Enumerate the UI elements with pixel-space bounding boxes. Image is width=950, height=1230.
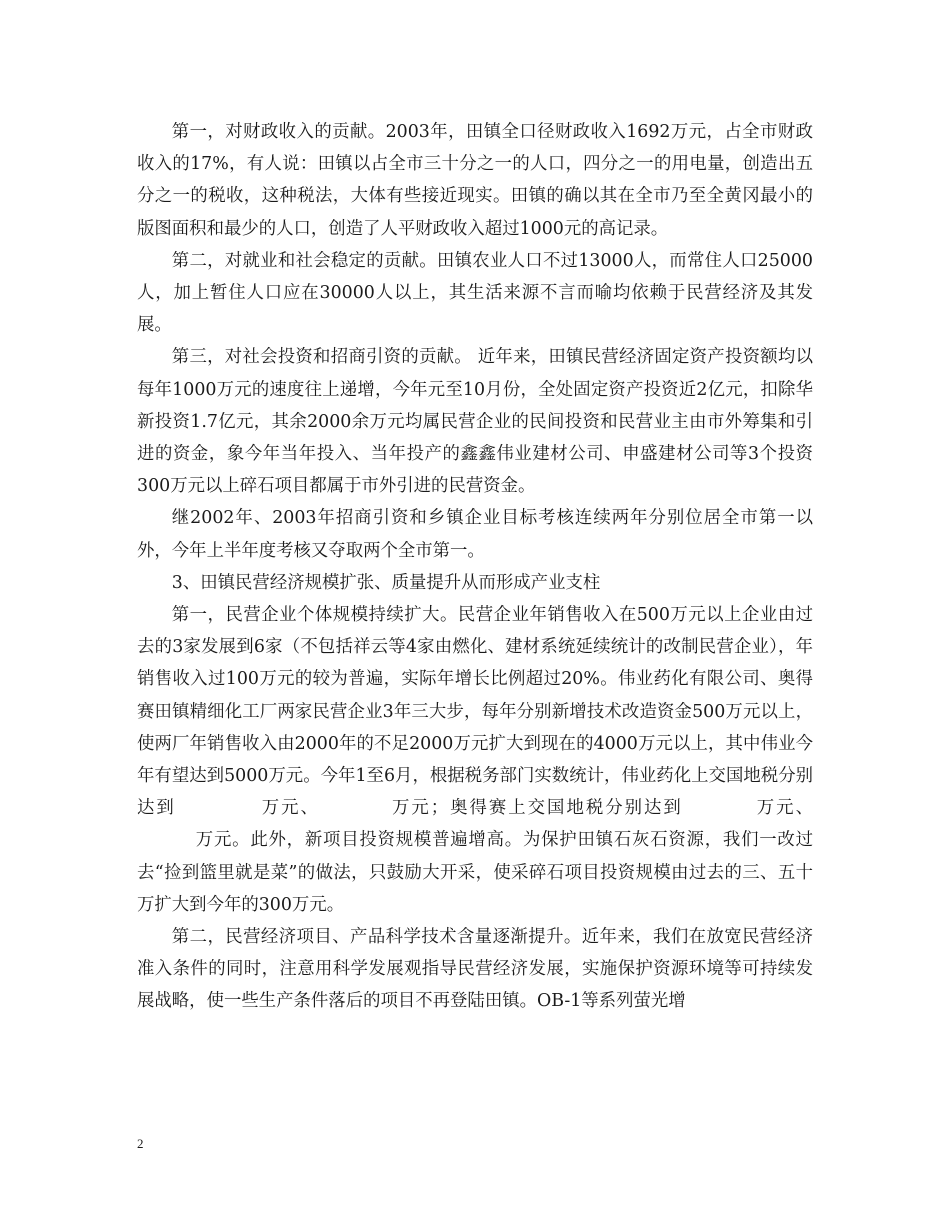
paragraph-employment-contribution: 第二，对就业和社会稳定的贡献。田镇农业人口不过13000人，而常住人口25000人，加上暂住人口应在30000人以上，其生活来源不言而喻均依赖于民营经济及其发展。: [137, 250, 813, 336]
body-text: [137, 116, 813, 1018]
enterprise-scale-text-2: 万元、: [259, 798, 320, 819]
enterprise-scale-text-1: 第一，民营企业个体规模持续扩大。民营企业年销售收入在500万元以上企业由过去的3家发展到6家（不包括祥云等4家由燃化、建材系统延续统计的改制民营企业），年销售收入过100万元的较为普遍，实际年增长比例超过20%。伟业药化有限公司、奥得赛田镇精细化工厂两家民营企业3年三大步，每年分别新增技术改造资金500万元以上，使两厂年销售收入由2000年的不足2000万元扩大到现在的4000万元以上，其中伟业今年有望达到5000万元。今年1至6月，根据税务部门实数统计，伟业药化上交国地税分别达到: [137, 605, 813, 819]
paragraph-fiscal-contribution: 第一，对财政收入的贡献。2003年，田镇全口径财政收入1692万元，占全市财政收入的17%，有人说：田镇以占全市三十分之一的人口，四分之一的用电量，创造出五分之一的税收，这种税法，大体有些接近现实。田镇的确以其在全市乃至全黄冈最小的版图面积和最少的人口，创造了人平财政收入超过1000元的高记录。: [137, 122, 813, 239]
section-heading: 3、田镇民营经济规模扩张、质量提升从而形成产业支柱: [171, 572, 601, 593]
paragraph-investment-contribution: 第三，对社会投资和招商引资的贡献。 近年来，田镇民营经济固定资产投资额均以每年1000万元的速度往上递增，今年元至10月份，全处固定资产投资近2亿元，扣除华新投资1.7亿元，其余2000余万元均属民营企业的民间投资和民营业主由市外筹集和引进的资金，象今年当年投入、当年投产的鑫鑫伟业建材公司、申盛建材公司等3个投资300万元以上碎石项目都属于市外引进的民营资金。: [137, 347, 813, 497]
enterprise-scale-text-5: 万元。此外，新项目投资规模普遍增高。为保护田镇石灰石资源，我们一改过去“捡到篮里就是菜”的做法，只鼓励大开采，使采碎石项目投资规模由过去的三、五十万扩大到今年的300万元。: [137, 830, 813, 915]
paragraph-enterprise-scale: [137, 599, 813, 921]
paragraph-technology: 第二，民营经济项目、产品科学技术含量逐渐提升。近年来，我们在放宽民营经济准入条件的同时，注意用科学发展观指导民营经济发展，实施保护资源环境等可持续发展战略，使一些生产条件落后的项目不再登陆田镇。OB-1等系列萤光增: [137, 927, 813, 1012]
enterprise-scale-text-4: 万元、: [754, 798, 813, 819]
paragraph-ranking: 继2002年、2003年招商引资和乡镇企业目标考核连续两年分别位居全市第一以外，今年上半年度考核又夺取两个全市第一。: [137, 508, 813, 561]
enterprise-scale-text-3: 万元；奥得赛上交国地税分别达到: [389, 798, 683, 819]
page-number: 2: [137, 1136, 144, 1151]
